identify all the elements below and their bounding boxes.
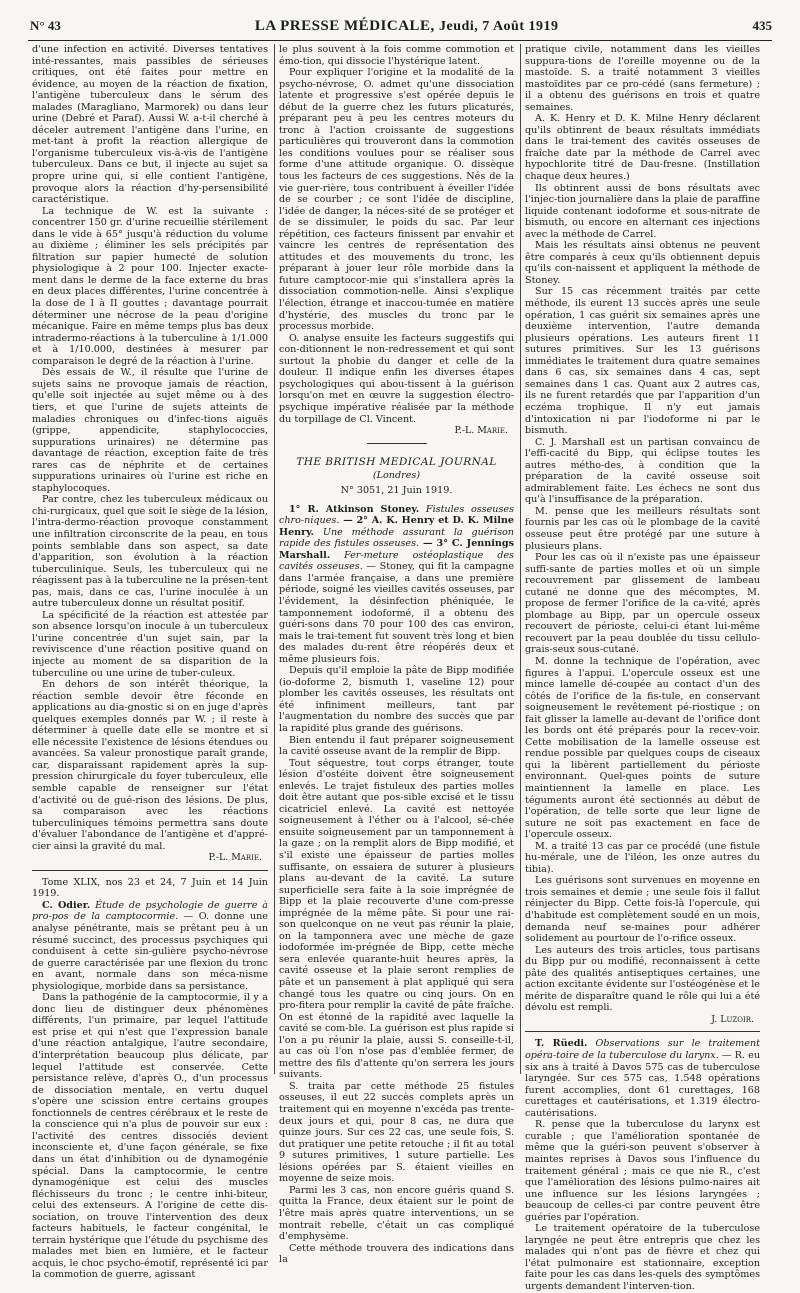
column-1 [28, 44, 272, 1281]
paragraph: Ils obtinrent aussi de bons résultats avec l'injec-tion journalière dans la plaie de paraffine liquide contenant iodoforme et sous-nitrate de bismuth, ou encore en alternant ces injections avec la méthode de Carrel. [525, 182, 760, 240]
paragraph: Parmi les 3 cas, non encore guéris quand S. quitta la France, deux étaient sur le point de l'être mais après quatre interventions, un se montrait rebelle, c'était un cas compliqué d'emphysème. [279, 1184, 514, 1243]
issue-date: Jeudi, 7 Août 1919 [439, 19, 559, 34]
journal-title: LA PRESSE MÉDICALE, [254, 18, 435, 34]
section-title: THE BRITISH MEDICAL JOURNAL [296, 455, 497, 468]
paragraph: d'une infection en activité. Diverses tentatives inté-ressantes, mais passibles de sérieuses critiques, ont été faites pour mettre en évidence, au moyen de la réaction de fixation, l'antigène tuberculeux dans le sérum des malades (Maragliano, Marmorek) ou dans leur urine (Debré et Paraf). Aussi W. a-t-il cherché à déceler autrement l'antigène dans l'urine, en met-tant à profit la réaction allergique de l'organisme tuberculeux vis-à-vis de l'antigène tuberculeux. Dans ce but, il injecte au sujet sa propre urine qui, si elle contient l'antigène, provoque alors la réaction d'hy-persensibilité caractéristique. [32, 44, 268, 206]
paragraph: Depuis qu'il emploie la pâte de Bipp modifiée (io-doforme 2, bismuth 1, vaseline 12) pour plomber les cavités osseuses, les résultats ont été infiniment meilleurs, tant par l'augmentation du nombre des succès que par la rapidité plus grande des guérisons. [279, 665, 514, 734]
column-2 [274, 44, 518, 1266]
paragraph: Pour expliquer l'origine et la modalité de la psycho-névrose, O. admet qu'une dissociation latente et progressive s'est opérée depuis le début de la guerre chez les futurs plicaturés, préparant peu à peu les centres moteurs du tronc à l'action croissante de suggestions particulières qui trouveront dans la commotion les conditions voulues pour se réaliser sous forme d'une attitude organique. O. dissèque tous les facteurs de ces suggestions. Nés de la vie guer-rière, tous contribuent à éveiller l'idée de se courber ; ce sont l'idée de discipline, l'idée de danger, la néces-sité de se protéger et de se dissimuler, le poids du sac. Par leur répétition, ces facteurs finissent par envahir et vaincre les centres de représentation des attitudes et des mouvements du tronc, les préparant à jouer leur rôle morbide dans la future camptocor-mie qui s'installera après la dissociation commotion-nelle. Ainsi s'explique l'élection, étrange et inaccou-tumée en matière d'hystérie, des muscles du tronc par le processus morbide. [279, 67, 514, 333]
article-title: Observations sur le traitement opéra-toire de la tuberculose du larynx. [525, 1038, 760, 1062]
paragraph: Par contre, chez les tuberculeux médicaux ou chi-rurgicaux, quel que soit le siège de la lésion, l'intra-dermo-réaction provoque constamment une infiltration circonscrite de la peau, en tous points semblable dans son aspect, sa date d'apparition, son évolution à la réaction tuberculinique. Seuls, les tuberculeux qui ne réagissent pas à la tuberculine ne la présen-tent pas, mais, dans ce cas, l'urine inoculée à un autre tuberculeux donne un résultat positif. [32, 494, 269, 610]
paragraph: M. donne la technique de l'opération, avec figures à l'appui. L'opercule osseux est une mince lamelle dé-coupée au contact d'un des côtés de l'orifice de la fis-tule, en conservant soigneusement le revêtement pé-riostique ; on fait glisser la lamelle au-devant de l'orifice dont les bords ont été préparés pour la recev-voir. Cette mobilisation de la lamelle osseuse est rendue possible par quelques coups de ciseaux qui la libèrent partiellement du périoste environnant. Quel-ques points de suture maintiennent la lamelle en place. Les téguments auront été sectionnés au début de l'opération, de telle sorte que leur ligne de suture ne soit pas exactement en face de l'opercule osseux. [525, 655, 760, 841]
paragraph: Sur 15 cas récemment traités par cette méthode, ils eurent 13 succès après une seule opération, 1 cas guérit six semaines après une deuxième intervention, l'autre demanda plusieurs opérations. Les auteurs firent 11 sutures primitives. Sur les 13 guérisons immédiates le traitement dura quatre semaines dans 6 cas, six semaines dans 4 cas, sept semaines dans 1 cas. Quant aux 2 autres cas, ils ne furent retardés que par l'apparition d'un eczéma trophique. Il n'y eut jamais d'intoxication ni par l'iodoforme ni par le bismuth. [525, 286, 760, 437]
journal-title-line [255, 18, 559, 35]
section-rule [32, 870, 268, 871]
paragraph: La spécificité de la réaction est attestée par son absence lorsqu'on inocule à un tuberculeux l'urine concentrée d'un sujet sain, par la reviviscence d'une réaction positive quand on injecte au moment de sa disparition de la tuberculine ou une urine de tuber-culeux. [32, 609, 268, 679]
paragraph: Tout séquestre, tout corps étranger, toute lésion d'ostéite doivent être soigneusement enlevés. Le trajet fistuleux des parties molles doit être autant que pos-sible excisé et le tissu cicatriciel enlevé. La cavité est nettoyée soigneusement à l'éther ou à l'alcool, sé-chée ensuite soigneusement par un tamponnement à la gaze ; on la remplit alors de Bipp modifié, et s'il existe une épaisseur de parties molles suffisante, on essaiera de suturer à plusieurs plans au-devant de la cavité. La suture superficielle sera faite à la soie imprégnée de Bipp et la plaie recouverte d'une com-presse imprégnée de la même pâte. Si pour une rai-son quelconque on ne veut pas réunir la plaie, on la tamponnera avec une mèche de gaze iodoformée im-prégnée de Bipp, cette mèche sera enlevée quarante-huit heures après, la cavité osseuse et la plaie seront remplies de pâte et un pansement à plat appliqué qui sera changé tous les quatre ou cinq jours. On en pro-fitera pour remplir la cavité de pâte fraîche. On est étonné de la rapidité avec laquelle la cavité se com-ble. La guérison est plus rapide si l'on a pu réunir la plaie, aussi S. conseille-t-il, au cas où l'on n'ose pas d'emblée fermer, de mettre des fils d'attente qu'on serrera les jours suivants. [279, 757, 514, 1081]
abstract-lead [525, 1038, 760, 1119]
page-number: 435 [752, 18, 772, 33]
article-title: Fistules osseuses chro-niques. [279, 503, 514, 527]
paragraph: Les auteurs des trois articles, tous partisans du Bipp pur ou modifié, reconnaissent à cette pâte des qualités antiseptiques certaines, une action excitante évidente sur l'ostéogénèse et le mérite de disparaître quand le rôle qui lui a été dévolu est rempli. [525, 944, 760, 1014]
signature: P.-L. Marie. [208, 852, 262, 864]
signature: P.-L. Marie. [454, 425, 508, 437]
paragraph: M. a traité 13 cas par ce procédé (une fistule hu-mérale, une de l'iléon, les onze autres du tibia). [525, 840, 760, 875]
abstract-text: — R. eu six ans à traité à Davos 575 cas de tuberculose laryngée. Sur ces 575 cas, 1.548 opérations furent accomplies, dont 61 curettages, 168 curettages et cautérisations, et 1.319 électro-cautérisations. [525, 1050, 761, 1119]
section-rule [367, 443, 427, 444]
author-name: 1° R. Atkinson Stoney. [289, 503, 420, 515]
article-title: Fer-meture ostéoplastique des cavités osseuses. [279, 549, 514, 573]
paragraph: C. J. Marshall est un partisan convaincu de l'effi-cacité du Bipp, qui éclipse toutes les autres métho-des, à condition que la préparation de la cavité osseuse soit admirablement faite. Les échecs ne sont dus qu'à l'insuffisance de la préparation. [525, 436, 760, 506]
section-subtitle: (Londres) [372, 469, 421, 481]
author-name: T. Rüedi. [535, 1038, 588, 1050]
paragraph: O. analyse ensuite les facteurs suggestifs qui con-ditionnent le non-redressement et qui sont surtout la phobie du danger et celle de la douleur. Il indique enfin les diverses étapes psychologiques qui abou-tissent à la guérison lorsqu'on met en œuvre la suggestion électro-psychique impérative réalisée par la méthode du torpillage de Cl. Vincent. [279, 332, 514, 425]
abstract-text: — O. donne une analyse pénétrante, mais se prêtant peu à un résumé succinct, des processus psychiques qui conduisent à cette sin-gulière psycho-névrose de guerre caractérisée par une flexion du tronc en avant, normale dans son méca-nisme physiologique, morbide dans sa persistance. [32, 911, 268, 992]
paragraph: Dans la pathogénie de la camptocormie, il y a donc lieu de distinguer deux phénomènes différents, l'un primaire, par lequel l'attitude est prise et qui n'est que l'expression banale d'une réaction antalgique, l'autre secondaire, d'interprétation beaucoup plus délicate, par lequel l'attitude est conservée. Cette persistance relève, d'après O., d'un processus de dissociation mentale, en vertu duquel s'opère une scission entre certains groupes fonctionnels de centres cérébraux et le reste de la conscience qui n'a plus de pouvoir sur eux : l'activité des centres dissociés devient inconsciente et, d'une façon générale, se fixe dans un état d'inhibition ou de dynamogénie spécial. Dans la camptocormie, le centre dynamogénique est celui des muscles fléchisseurs du tronc ; le centre inhi-biteur, celui des extenseurs. A l'origine de cette dis-sociation, on trouve l'intervention des deux facteurs habituels, le facteur congénital, le terrain hystérique que l'étude du psychisme des malades met bien en lumière, et le facteur acquis, le choc psycho-émotif, représenté ici par la commotion de guerre, agissant [32, 992, 268, 1281]
paragraph: Bien entendu il faut préparer soigneusement la cavité osseuse avant de la remplir de Bipp. [279, 734, 514, 758]
paragraph: S. traita par cette méthode 25 fistules osseuses, il eut 22 succès complets après un traitement qui en moyenne n'excéda pas trente-deux jours et qui, pour 8 cas, ne dura que quinze jours. Sur ces 22 cas, une seule fois, S. dut pratiquer une petite retouche ; il fit au total 9 sutures primitives, 1 suture partielle. Les lésions opérées par S. étaient vieilles en moyenne de seize mois. [279, 1080, 514, 1185]
issue-reference: N° 3051, 21 Juin 1919. [340, 484, 453, 496]
paragraph: La technique de W. est la suivante : concentrer 150 gr. d'urine recueillie stérilement dans le vide à 65° jusqu'à réduction du volume au dixième ; éliminer les sels précipités par filtration sur papier humecté de solution physiologique à 2 pour 100. Injecter exacte-ment dans le derme de la face externe du bras en deux places différentes, l'urine concentrée à la dose de I à II gouttes ; davantage pourrait déterminer une nécrose de la peau d'origine mécanique. Faire en même temps plus bas deux intradermo-réactions à la tuberculine à 1/1.000 et à 1/10.000, destinées à mesurer par comparaison le degré de la réaction à l'urine. [32, 205, 268, 367]
header-rule [28, 40, 772, 41]
paragraph: En dehors de son intérêt théorique, la réaction semble devoir être féconde en applications au dia-gnostic si on en juge d'après quelques exemples donnés par W. ; il reste à déterminer à quelle date elle se montre et si elle nécessite l'existence de lésions étendues ou avancées. Sa valeur pronostique paraît grande, car, disparaissant rapidement après la sup-pression chirurgicale du foyer tuberculeux, elle semble capable de renseigner sur l'état d'activité ou de gué-rison des lésions. De plus, sa comparaison avec les réactions tuberculiniques témoins permettra sans doute d'évaluer l'abondance de l'antigène et d'appré-cier ainsi la gravité du mal. [32, 679, 268, 852]
author-name: — 3° C. Jennings Marshall. [279, 538, 514, 561]
paragraph: Dès essais de W., il résulte que l'urine de sujets sains ne provoque jamais de réaction, qu'elle soit injectée au sujet même ou à des tiers, et que l'urine de sujets atteints de maladies chroniques ou d'infec-tions aiguës (grippe, appendicite, staphylococcies, suppurations urinaires) ne détermine pas davantage de réaction, exception faite de très rares cas de néphrite et de certaines suppurations urinaires où l'urine est riche en staphylocoques. [32, 367, 268, 494]
running-header [30, 18, 772, 38]
author-name: — 2° A. K. Henry et D. K. Milne Henry. [279, 515, 514, 538]
article-title: Étude de psychologie de guerre à pro-pos de la camptocormie. [32, 899, 268, 923]
author-name: C. Odier. [42, 899, 91, 911]
section-rule [525, 1031, 760, 1032]
paragraph: le plus souvent à la fois comme commotion et émo-tion, qui dissocie l'hystérique latent. [279, 44, 514, 67]
abstract-text: — Stoney, qui fit la campagne dans l'armée française, a dans une première période, soigné les vieilles cavités osseuses, par l'évidement, la désinfection phéniquée, le tamponnement iodoformé, il a obtenu des guéri-sons dans 70 pour 100 des cas environ, mais le trai-tement fut souvent très long et bien des malades du-rent être réopérés deux et même plusieurs fois. [279, 561, 515, 665]
paragraph: pratique civile, notamment dans les vieilles suppura-tions de l'oreille moyenne ou de la mastoïde. S. a traité notamment 3 vieilles mastoïdites par ce pro-cédé (sans fermeture) ; il a obtenu des guérisons en trois et quatre semaines. [525, 44, 760, 113]
column-3 [520, 44, 764, 1292]
issue-number: N° 43 [30, 18, 61, 33]
abstract-lead [32, 900, 268, 992]
paragraph: Le traitement opératoire de la tuberculose laryngée ne peut être entrepris que chez les malades qui n'ont pas de fièvre et chez qui l'état pulmonaire est stationnaire, exception faite pour les cas dans les-quels des symptômes urgents demandent l'interven-tion. [525, 1223, 760, 1292]
article-title: Une méthode assurant la guérison rapide des fistules osseuses. [279, 526, 514, 550]
text-columns [28, 44, 772, 1292]
paragraph: R. pense que la tuberculose du larynx est curable ; que l'amélioration spontanée de même que la guéri-son peuvent s'observer à maintes reprises à Davos sous l'influence du traitement général ; mais ce que nie R., c'est que l'amélioration des lésions pulmo-naires ait une influence sur les lésions laryngées ; beaucoup de celles-ci par contre peuvent être guéries par l'opération. [525, 1119, 760, 1223]
volume-reference: Tome XLIX, nos 23 et 24, 7 Juin et 14 Juin 1919. [32, 876, 268, 900]
paragraph: Pour les cas où il n'existe pas une épaisseur suffi-sante de parties molles et où un simple recouvrement par glissement de lambeau cutané ne donne que des mécomptes, M. propose de fermer l'orifice de la ca-vité, après plombage au Bipp, par un opercule osseux recouvert de périoste, celui-ci étant lui-même recouvert par la peau doublée du tissu cellulo-grais-seux sous-cutané. [525, 552, 760, 656]
paragraph: A. K. Henry et D. K. Milne Henry déclarent qu'ils obtinrent de beaux résultats immédiats dans le trai-tement des cavités osseuses de fraîche date par la méthode de Carrel avec hypochlorite titré de Dau-fresne. (Instillation chaque deux heures.) [525, 113, 760, 183]
paragraph: M. pense que les meilleurs résultats sont fournis par les cas où le plombage de la cavité osseuse peut être protégé par une suture à plusieurs plans. [525, 505, 760, 552]
abstract-lead [279, 504, 514, 666]
paragraph: Cette méthode trouvera des indications dans la [279, 1242, 514, 1266]
paragraph: Mais les résultats ainsi obtenus ne peuvent être comparés à ceux qu'ils obtiennent depuis qu'ils con-naissent et appliquent la méthode de Stoney. [525, 240, 760, 286]
signature: J. Luzoir. [711, 1013, 754, 1025]
paragraph: Les guérisons sont survenues en moyenne en trois semaines et demie ; une seule fois il fallut réinjecter du Bipp. Cette fois-là l'opercule, qui d'habitude est complètement soudé en un mois, demanda neuf se-maines pour adhérer solidement au pourtour de l'o-rifice osseux. [525, 875, 760, 945]
